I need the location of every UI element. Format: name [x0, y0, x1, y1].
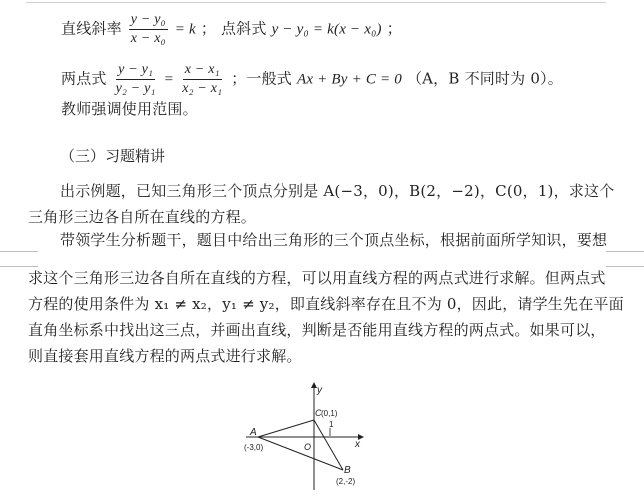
point-b-label: B	[344, 465, 351, 476]
point-slope-label: 点斜式	[220, 19, 267, 38]
segment-ab	[258, 437, 343, 470]
tick-label-1: 1	[329, 420, 334, 429]
two-point-equals: =	[164, 71, 174, 88]
point-a-label: A	[250, 427, 257, 438]
point-c-label: C	[315, 408, 322, 418]
teacher-note: 教师强调使用范围。	[61, 100, 198, 118]
point-b-coordinates: (2,-2)	[336, 477, 356, 486]
slope-denominator: x − x₀	[130, 31, 166, 46]
section-title: （三）习题精讲	[60, 147, 166, 165]
two-point-right-numerator: x − x₁	[183, 62, 222, 80]
paragraph-2-line-4: 直角坐标系中找出这三点，并画出直线，判断是否能用直线方程的两点式。如果可以，	[28, 321, 606, 339]
triangle-coordinate-svg	[238, 378, 398, 494]
top-page-rule	[26, 2, 606, 3]
point-a-coordinates: (-3,0)	[244, 443, 264, 452]
formula-end-1: ；	[386, 19, 402, 38]
point-slope-expression: y − y₀ = k(x − x₀)	[271, 21, 382, 38]
y-axis-label: y	[317, 385, 322, 396]
slope-label: 直线斜率	[61, 19, 122, 38]
segment-ac	[258, 420, 314, 437]
general-form-condition: （A，B 不同时为 0）。	[406, 69, 563, 88]
two-point-left-denominator: y₂ − y₁	[115, 81, 156, 96]
page-break-right-mark	[606, 251, 644, 267]
two-point-left-numerator: y − y₁	[116, 62, 155, 80]
page-break-divider	[0, 251, 644, 265]
paragraph-1-line-1: 出示例题，已知三角形三个顶点分别是 A(−3，0)，B(2，−2)，C(0，1)，求这个	[60, 182, 615, 200]
paragraph-2-line-1: 带领学生分析题干，题目中给出三角形的三个顶点坐标，根据前面所学知识，要想	[60, 231, 608, 249]
x-axis-label: x	[355, 439, 360, 450]
formula-separator-1: ；	[200, 19, 217, 38]
slope-result: = k	[174, 21, 196, 38]
origin-label: O	[304, 442, 312, 452]
two-point-label: 两点式	[61, 69, 107, 88]
paragraph-2-line-2: 求这个三角形三边各自所在直线的方程，可以用直线方程的两点式进行求解。但两点式	[28, 269, 606, 287]
formula-line-slope	[61, 12, 402, 47]
two-point-left-fraction	[114, 62, 158, 97]
paragraph-2-line-5: 则直接套用直线方程的两点式进行求解。	[28, 347, 302, 365]
slope-fraction	[129, 12, 168, 47]
paragraph-1-line-2: 三角形三边各自所在直线的方程。	[28, 208, 257, 226]
point-c-coordinates: (0,1)	[321, 409, 338, 418]
general-form-label: ；一般式	[231, 69, 292, 88]
paragraph-2-line-3: 方程的使用条件为 x₁ ≠ x₂，y₁ ≠ y₂，即直线斜率存在且不为 0，因此，请学生先在平面	[28, 295, 624, 313]
two-point-right-fraction	[180, 62, 224, 97]
general-form-expression: Ax + By + C = 0	[296, 71, 402, 88]
formula-line-two-point	[61, 62, 563, 97]
triangle-coordinate-figure	[238, 378, 398, 494]
page-break-left-mark	[0, 251, 38, 267]
slope-numerator: y − y₀	[129, 12, 168, 30]
two-point-right-denominator: x₂ − x₁	[182, 81, 223, 96]
